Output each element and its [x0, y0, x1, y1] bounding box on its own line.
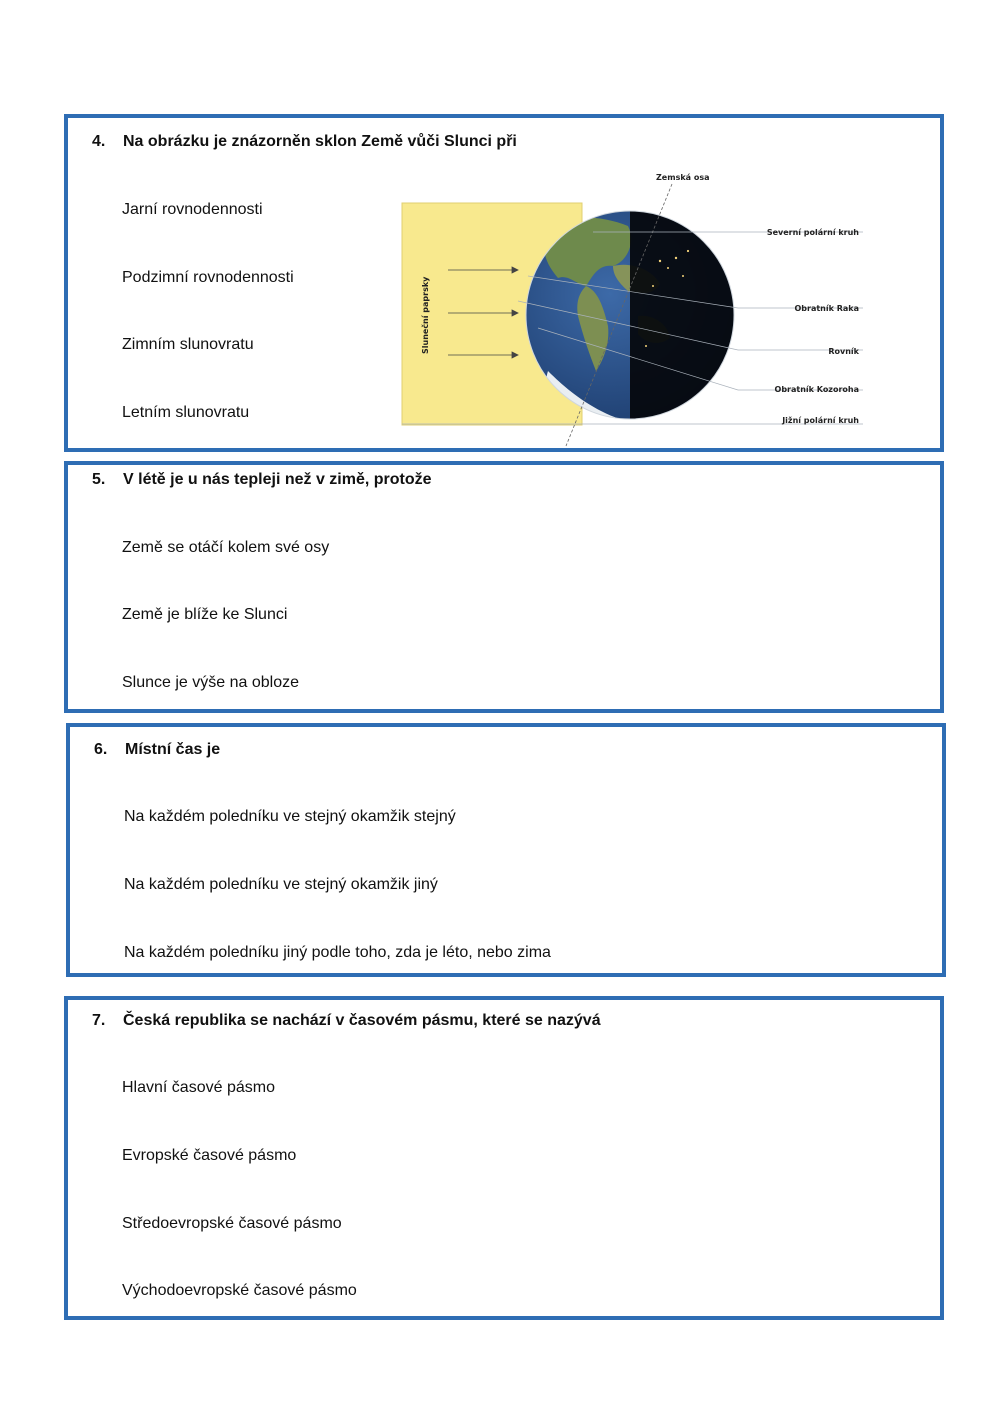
tropic-of-cancer-label: Obratník Raka	[794, 304, 859, 313]
answer-option[interactable]: Podzimní rovnodennosti	[122, 269, 294, 286]
question-7-title	[92, 1012, 601, 1030]
answer-option[interactable]: Na každém poledníku ve stejný okamžik stejný	[124, 808, 456, 825]
question-text: V létě je u nás tepleji než v zimě, protože	[123, 471, 432, 488]
answer-option[interactable]: Slunce je výše na obloze	[122, 674, 299, 691]
answer-option[interactable]: Jarní rovnodennosti	[122, 201, 263, 218]
answer-option[interactable]: Na každém poledníku jiný podle toho, zda je léto, nebo zima	[124, 944, 551, 961]
question-6-title	[94, 741, 220, 759]
question-number: 5.	[92, 471, 106, 488]
question-number: 7.	[92, 1012, 106, 1029]
question-4-title	[92, 133, 517, 151]
question-text: Místní čas je	[125, 741, 221, 758]
answer-option[interactable]: Středoevropské časové pásmo	[122, 1215, 342, 1232]
question-7-box	[64, 996, 944, 1320]
question-number: 6.	[94, 741, 108, 758]
antarctic-circle-label: Jižní polární kruh	[782, 416, 859, 425]
tropic-of-capricorn-label: Obratník Kozoroha	[774, 385, 859, 394]
question-number: 4.	[92, 133, 106, 150]
earth-tilt-figure	[398, 166, 868, 452]
answer-option[interactable]: Letním slunovratu	[122, 404, 250, 421]
answer-option[interactable]: Země se otáčí kolem své osy	[122, 539, 330, 556]
question-4-box	[64, 114, 944, 452]
arctic-circle-label: Severní polární kruh	[766, 228, 859, 237]
question-text: Česká republika se nachází v časovém pásmu, které se nazývá	[123, 1012, 601, 1029]
question-5-title	[92, 471, 432, 489]
night-side	[630, 206, 760, 426]
question-6-box	[66, 723, 946, 977]
answer-option[interactable]: Země je blíže ke Slunci	[122, 606, 288, 623]
question-5-box	[64, 461, 944, 713]
answer-option[interactable]: Evropské časové pásmo	[122, 1147, 297, 1164]
equator-label: Rovník	[828, 347, 859, 356]
answer-option[interactable]: Východoevropské časové pásmo	[122, 1282, 357, 1299]
answer-option[interactable]: Hlavní časové pásmo	[122, 1079, 275, 1096]
sun-rays-label: Sluneční paprsky	[421, 276, 430, 354]
answer-option[interactable]: Zimním slunovratu	[122, 336, 254, 353]
earth-axis-label: Zemská osa	[656, 173, 710, 182]
answer-option[interactable]: Na každém poledníku ve stejný okamžik jiný	[124, 876, 438, 893]
question-text: Na obrázku je znázorněn sklon Země vůči Slunci při	[123, 133, 517, 150]
